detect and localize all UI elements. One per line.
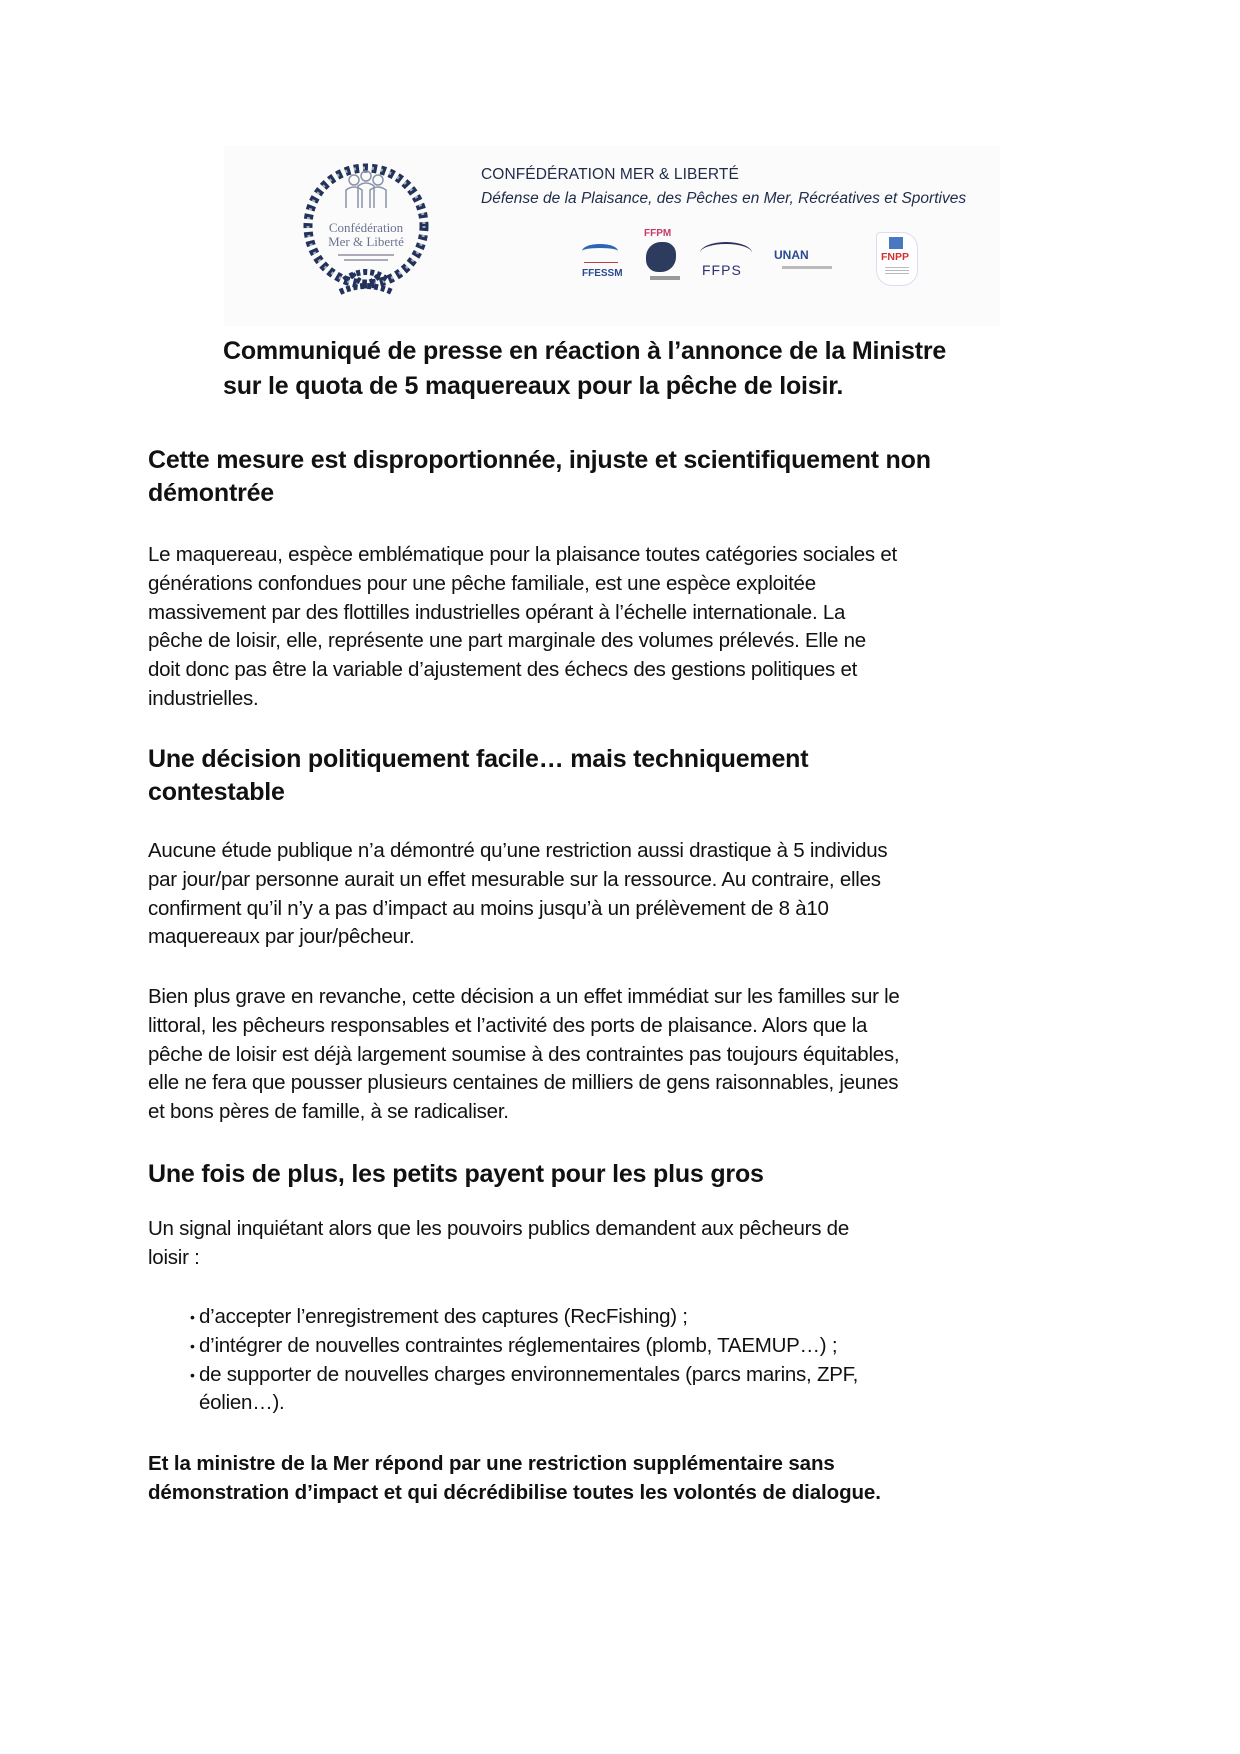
list-item: • de supporter de nouvelles charges environnementales (parcs marins, ZPF, éolien…). [190,1362,859,1415]
ffps-label: FFPS [702,262,742,278]
paragraph: Le maquereau, espèce emblématique pour la plaisance toutes catégories sociales et générations confondues pour une pêche familiale, est une espèce exploitée massivement par des flottilles industrielles opérant à l’échelle internationale. La pêche de loisir, elle, représente une part marginale des volumes prélevés. Elle ne doit donc pas être la variable d’ajustement des échecs des gestions politiques et industrielles. [148,543,897,710]
shield-icon [889,237,903,249]
ffpm-logo [642,228,692,288]
organization-tagline: Défense de la Plaisance, des Pêches en Mer, Récréatives et Sportives [481,190,967,207]
heading-line: Une fois de plus, les petits payent pour les plus gros [148,1160,764,1188]
heading-line: contestable [148,778,285,806]
section-heading [148,444,931,510]
header-banner [224,146,1000,326]
emblem-line2: Mer & Liberté [328,234,404,249]
ffessm-label: FFESSM [582,268,623,279]
unan-label: UNAN [774,248,809,262]
rope-wreath-icon [296,158,436,308]
emblem-line1: Confédération [328,220,404,235]
partner-logos [576,228,976,298]
paragraph: Bien plus grave en revanche, cette décision a un effet immédiat sur les familles sur le littoral, les pêcheurs responsables et l’activité des ports de plaisance. Alors que la pêche de loisir est déjà largement soumise à des contraintes pas toujours équitables, elle ne fera que pousser plusieurs centaines de milliers de gens raisonnables, jeunes et bons pères de famille, à se radicaliser. [148,985,900,1124]
title-line: sur le quota de 5 maquereaux pour la pêche de loisir. [223,372,844,400]
heading-line: démontrée [148,479,275,507]
rooster-fish-icon [646,242,676,272]
fishing-line-icon [700,242,752,264]
paragraph: Aucune étude publique n’a démontré qu’une restriction aussi drastique à 5 individus par jour/par personne aurait un effet mesurable sur la ressource. Au contraire, elles confirment qu’il n’y a pas d’impact au moins jusqu’à un prélèvement de 8 à10 maquereaux par jour/pêcheur. [148,839,888,949]
section-heading [148,1158,764,1191]
ffps-logo [696,238,756,288]
press-release-title [223,334,946,404]
unan-logo [774,248,844,288]
organization-name: CONFÉDÉRATION MER & LIBERTÉ [481,166,739,183]
ffessm-logo [576,244,626,288]
heading-line: Une décision politiquement facile… mais techniquement [148,745,809,773]
section-heading [148,743,808,809]
list-item: • d’accepter l’enregistrement des captures (RecFishing) ; [148,1303,1108,1332]
wave-icon [582,244,618,258]
heading-line: Cette mesure est disproportionnée, injuste et scientifiquement non [148,446,931,474]
fnpp-label: FNPP [881,251,910,263]
paragraph: Un signal inquiétant alors que les pouvoirs publics demandent aux pêcheurs de loisir : [148,1217,849,1269]
bullet-icon: • [190,1366,195,1383]
bullet-icon: • [190,1337,195,1354]
closing-statement: Et la ministre de la Mer répond par une restriction supplémentaire sans démonstration d’impact et qui décrédibilise toutes les volontés de dialogue. [148,1452,881,1504]
bullet-list [148,1303,1108,1418]
title-line: Communiqué de presse en réaction à l’annonce de la Ministre [223,337,947,365]
bullet-icon: • [190,1309,195,1325]
ffpm-label: FFPM [644,228,672,239]
fnpp-logo [876,232,918,286]
confederation-emblem-logo [296,158,436,308]
list-item: • d’intégrer de nouvelles contraintes réglementaires (plomb, TAEMUP…) ; [148,1332,1108,1361]
